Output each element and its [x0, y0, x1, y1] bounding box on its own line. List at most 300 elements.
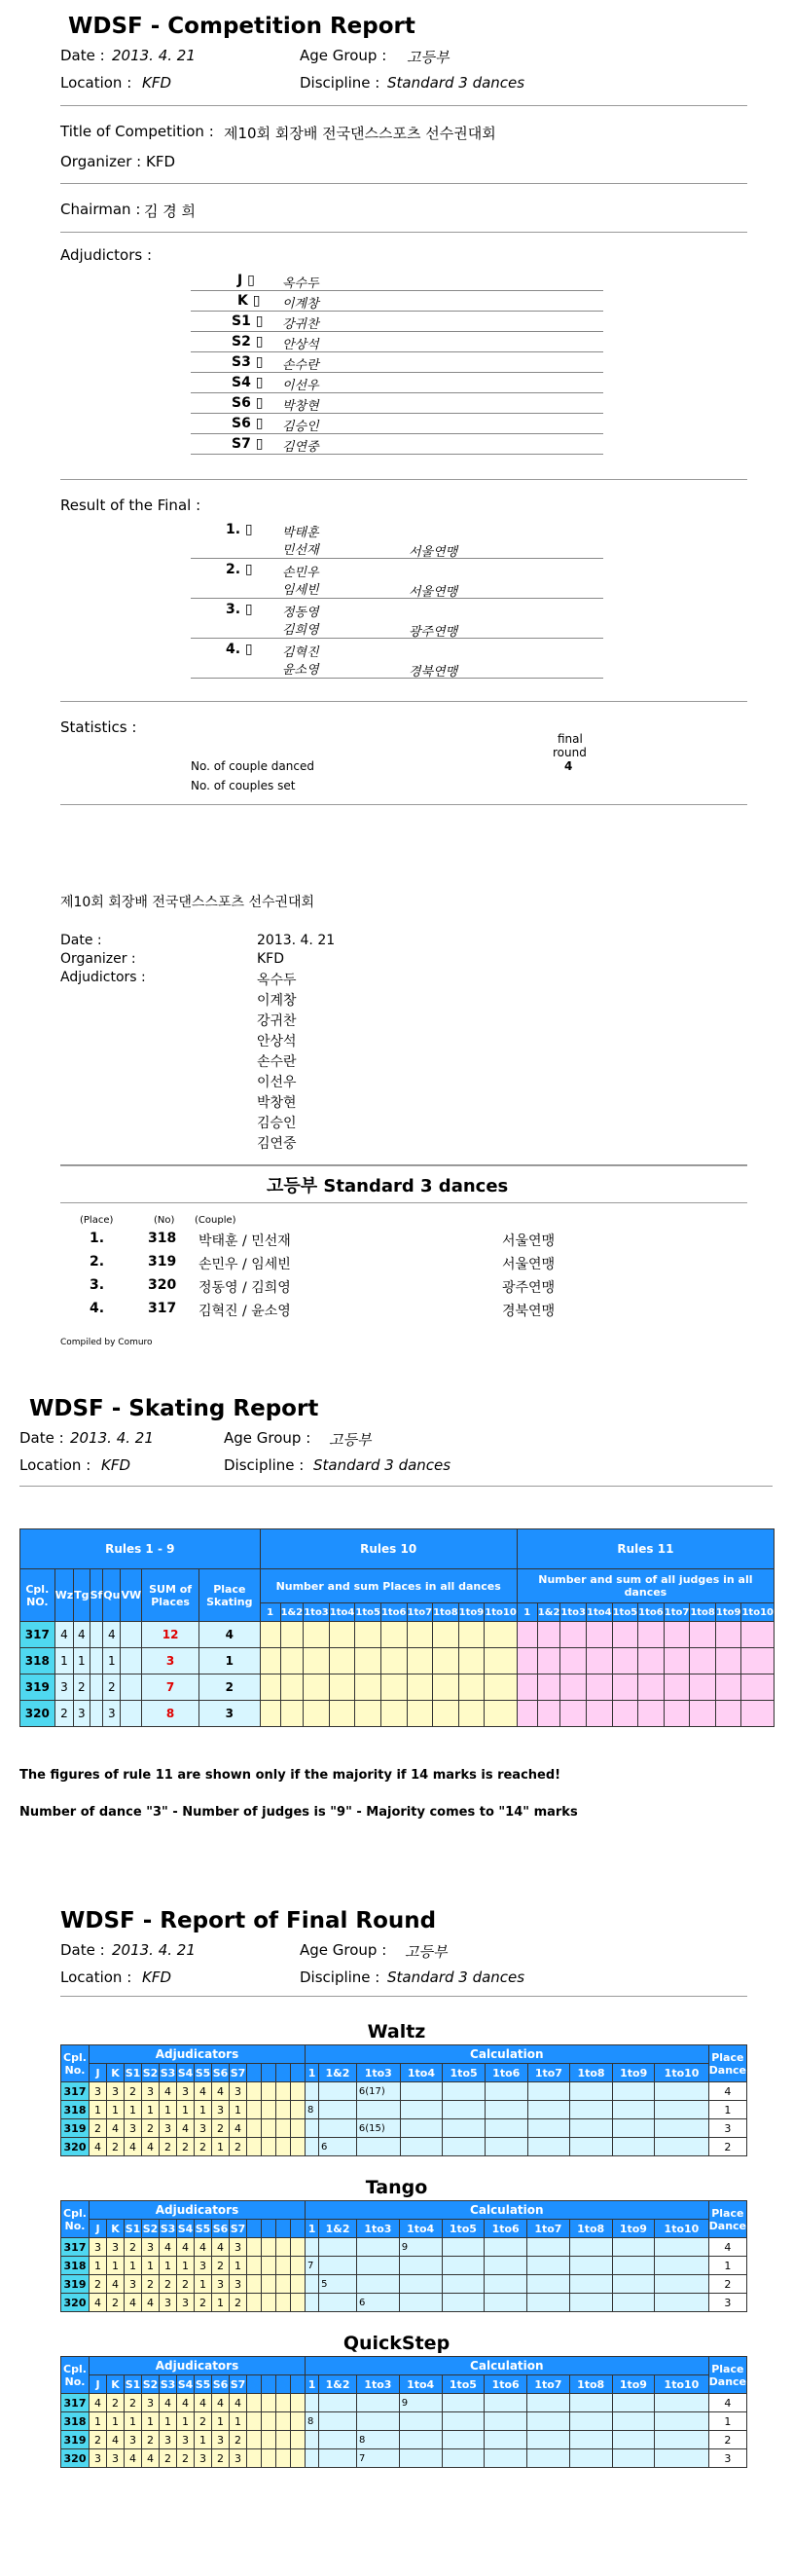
dance-place	[121, 1701, 142, 1727]
skating-header-row	[20, 1529, 775, 1569]
rule10-cell	[280, 1701, 304, 1727]
result-lady: 민선재	[282, 543, 319, 558]
place-col-header: 1to8	[433, 1603, 459, 1622]
divider	[60, 479, 747, 480]
judge-mark: 2	[125, 2394, 142, 2412]
place-dance: 4	[708, 2238, 746, 2257]
final-row	[61, 2412, 747, 2431]
final-header-row	[61, 2045, 747, 2064]
place-dance: 4	[708, 2082, 746, 2101]
summary-no: 317	[148, 1301, 177, 1316]
judge-header	[291, 2064, 306, 2082]
rule10-cell	[304, 1622, 330, 1648]
rule11-cell	[587, 1674, 613, 1701]
place-col-header: 1&2	[537, 1603, 560, 1622]
judge-mark: 1	[90, 2101, 107, 2119]
calc-cell	[655, 2294, 708, 2312]
rule10-cell	[380, 1622, 407, 1648]
rules-11-header: Rules 11	[517, 1529, 774, 1569]
final-header-row	[61, 2201, 747, 2220]
judge-header: S6	[212, 2220, 230, 2238]
judge-mark	[247, 2431, 262, 2449]
summary-adjudicator: 이선우	[257, 1075, 297, 1090]
chairman-value: 김 경 희	[144, 202, 197, 220]
rule11-cell	[638, 1648, 665, 1674]
adjudicator-code: S4 ▯	[232, 375, 264, 390]
calc-cell	[612, 2238, 655, 2257]
adjudicator-name: 강귀찬	[282, 317, 319, 332]
summary-no: 320	[148, 1277, 177, 1293]
calc-cell	[485, 2412, 527, 2431]
judge-header: S2	[142, 2064, 160, 2082]
summary-section	[0, 847, 793, 1392]
adjudicator-name: 박창현	[282, 399, 319, 414]
calc-col-header: 1to5	[443, 2064, 486, 2082]
calc-cell	[399, 2257, 442, 2275]
calc-cell	[443, 2101, 486, 2119]
date-value: 2013. 4. 21	[112, 47, 196, 64]
calc-col-header: 1to6	[485, 2375, 527, 2394]
adjudicator-code: S6 ▯	[232, 416, 264, 431]
calc-cell	[485, 2394, 527, 2412]
location-label: Location :	[19, 1456, 91, 1474]
judge-mark: 1	[160, 2101, 177, 2119]
judge-header: K	[107, 2220, 125, 2238]
calc-cell	[357, 2257, 400, 2275]
judge-mark: 4	[160, 2394, 177, 2412]
adjudicator-code: S7 ▯	[232, 436, 264, 452]
couple-no: 317	[61, 2238, 90, 2257]
rule11-cell	[587, 1701, 613, 1727]
judge-mark: 4	[177, 2394, 195, 2412]
rule11-cell	[517, 1674, 537, 1701]
result-man: 박태훈	[282, 526, 319, 540]
sum-of-places: 8	[142, 1701, 199, 1727]
judge-mark: 1	[195, 2431, 212, 2449]
judge-mark: 4	[212, 2238, 230, 2257]
discipline-value: Standard 3 dances	[387, 1969, 525, 1986]
calc-cell: 7	[357, 2449, 400, 2468]
judge-mark	[291, 2275, 306, 2294]
location-label: Location :	[60, 74, 132, 92]
calc-col-header: 1to9	[612, 2220, 655, 2238]
judge-header: S7	[230, 2064, 247, 2082]
rule11-cell	[690, 1648, 716, 1674]
calc-cell	[527, 2119, 570, 2138]
final-table	[60, 2044, 747, 2156]
summary-adjudicator: 이계창	[257, 993, 297, 1009]
rule11-cell	[638, 1701, 665, 1727]
judge-mark: 4	[195, 2394, 212, 2412]
stat-row-label: No. of couples set	[191, 779, 296, 792]
calc-col-header: 1&2	[319, 2375, 357, 2394]
judge-mark: 4	[90, 2294, 107, 2312]
rule10-cell	[355, 1674, 381, 1701]
skating-col-header: Sf	[90, 1569, 103, 1622]
calc-cell	[443, 2119, 486, 2138]
calc-cell	[527, 2412, 570, 2431]
rule10-cell	[280, 1674, 304, 1701]
judge-mark: 3	[107, 2449, 125, 2468]
divider	[60, 183, 747, 184]
rule11-cell	[664, 1701, 690, 1727]
calc-cell	[612, 2394, 655, 2412]
rules-1-9-header: Rules 1 - 9	[20, 1529, 261, 1569]
date-value: 2013. 4. 21	[70, 1429, 154, 1447]
calc-cell	[527, 2257, 570, 2275]
age-label: Age Group :	[300, 1941, 387, 1959]
judge-mark: 2	[230, 2431, 247, 2449]
judge-header: S7	[230, 2220, 247, 2238]
judge-mark	[291, 2101, 306, 2119]
rule10-cell	[458, 1622, 485, 1648]
calc-cell	[655, 2412, 708, 2431]
judge-mark: 3	[177, 2082, 195, 2101]
age-label: Age Group :	[224, 1429, 311, 1447]
skating-col-header: VW	[121, 1569, 142, 1622]
judge-mark: 4	[125, 2449, 142, 2468]
judge-mark: 3	[142, 2082, 160, 2101]
judge-mark: 2	[160, 2275, 177, 2294]
calc-cell	[655, 2394, 708, 2412]
judge-mark: 3	[212, 2275, 230, 2294]
judge-mark: 2	[125, 2238, 142, 2257]
final-row	[61, 2082, 747, 2101]
dance-place	[90, 1648, 103, 1674]
couple-no: 317	[61, 2394, 90, 2412]
place-col-header: 1to5	[612, 1603, 638, 1622]
divider	[60, 1202, 747, 1203]
place-dance: 4	[708, 2394, 746, 2412]
place-col-header: 1	[260, 1603, 280, 1622]
dance-place: 3	[103, 1701, 121, 1727]
place-dance: 2	[708, 2431, 746, 2449]
rule10-cell	[407, 1701, 433, 1727]
judge-mark	[276, 2257, 291, 2275]
couple-no: 319	[61, 2275, 90, 2294]
judge-mark: 1	[212, 2138, 230, 2156]
adjudicator-code: S2 ▯	[232, 334, 264, 350]
judge-mark	[247, 2119, 262, 2138]
col-place-header: (Place)	[80, 1215, 114, 1226]
calc-cell	[569, 2238, 612, 2257]
summary-adjudicator: 손수란	[257, 1054, 297, 1070]
judge-mark: 3	[195, 2119, 212, 2138]
location-value: KFD	[142, 74, 172, 92]
calc-cell	[569, 2431, 612, 2449]
judge-mark: 3	[160, 2431, 177, 2449]
judge-mark: 3	[90, 2449, 107, 2468]
calc-col-header: 1to6	[485, 2220, 527, 2238]
final-header-row	[61, 2375, 747, 2394]
calc-cell	[612, 2257, 655, 2275]
calc-cell: 5	[319, 2275, 357, 2294]
rule10-cell	[355, 1701, 381, 1727]
judge-header: S4	[177, 2375, 195, 2394]
place-col-header: 1to6	[638, 1603, 665, 1622]
judge-mark: 2	[90, 2275, 107, 2294]
judge-mark	[247, 2238, 262, 2257]
sum-of-places: 12	[142, 1622, 199, 1648]
rule11-cell	[612, 1674, 638, 1701]
rule11-note: The figures of rule 11 are shown only if the majority if 14 marks is reached!	[19, 1768, 561, 1783]
calc-cell	[442, 2238, 485, 2257]
result-place: 4. ▯	[226, 642, 253, 657]
calc-cell	[485, 2294, 527, 2312]
calc-col-header: 1to7	[527, 2220, 570, 2238]
stat-row-label: No. of couple danced	[191, 759, 314, 773]
judge-mark: 1	[230, 2412, 247, 2431]
judge-mark: 2	[212, 2119, 230, 2138]
judge-header	[262, 2375, 276, 2394]
sum-of-places: 3	[142, 1648, 199, 1674]
adjudicators-label: Adjudictors :	[60, 246, 152, 264]
rule11-cell	[517, 1701, 537, 1727]
judge-mark: 4	[107, 2275, 125, 2294]
judge-header	[276, 2220, 291, 2238]
calc-cell: 8	[306, 2101, 319, 2119]
couple-no: 319	[61, 2119, 90, 2138]
calc-cell	[570, 2082, 613, 2101]
result-man: 손민우	[282, 566, 319, 580]
divider	[60, 1996, 747, 1997]
summary-adjudicator: 안상석	[257, 1034, 297, 1049]
calc-cell	[357, 2238, 400, 2257]
calc-cell	[399, 2412, 442, 2431]
summary-organizer-label: Organizer :	[60, 951, 136, 967]
underline	[191, 311, 603, 312]
calc-cell	[485, 2431, 527, 2449]
majority-note: Number of dance "3" - Number of judges is "9" - Majority comes to "14" marks	[19, 1805, 578, 1820]
underline	[191, 351, 603, 352]
summary-couple: 손민우 / 임세빈	[198, 1257, 291, 1272]
calc-cell	[306, 2238, 319, 2257]
cpl-header: Cpl. No.	[61, 2201, 90, 2238]
adjudicator-code: K ▯	[237, 293, 261, 309]
adjudicator-name: 김연중	[282, 440, 319, 455]
skating-report	[0, 1392, 793, 1869]
rule10-cell	[458, 1648, 485, 1674]
calc-col-header: 1	[306, 2220, 319, 2238]
calc-cell	[655, 2431, 708, 2449]
place-dance-header: Place Dance	[708, 2201, 746, 2238]
age-value: 고등부	[329, 1431, 372, 1449]
calc-cell	[306, 2275, 319, 2294]
calc-cell	[612, 2431, 655, 2449]
divider	[19, 1486, 773, 1487]
judge-mark: 3	[212, 2431, 230, 2449]
couple-no: 320	[61, 2449, 90, 2468]
judge-mark: 4	[212, 2082, 230, 2101]
skating-header-row	[20, 1569, 775, 1603]
adjudicators-header: Adjudicators	[90, 2045, 306, 2064]
judge-header	[291, 2375, 306, 2394]
place-skating: 1	[199, 1648, 261, 1674]
judge-mark: 2	[142, 2275, 160, 2294]
dance-place	[90, 1701, 103, 1727]
final-header-row	[61, 2064, 747, 2082]
rule11-cell	[690, 1701, 716, 1727]
calc-col-header: 1to9	[612, 2064, 655, 2082]
dance-title: Waltz	[367, 2021, 426, 2042]
calc-cell	[527, 2138, 570, 2156]
calc-cell	[527, 2449, 570, 2468]
calc-cell	[485, 2257, 527, 2275]
calc-cell	[569, 2449, 612, 2468]
judge-header: K	[107, 2064, 125, 2082]
place-col-header: 1to9	[458, 1603, 485, 1622]
discipline-label: Discipline :	[224, 1456, 305, 1474]
calc-cell	[306, 2449, 319, 2468]
judge-mark: 3	[142, 2394, 160, 2412]
judge-mark	[262, 2431, 276, 2449]
skating-col-header: SUM of Places	[142, 1569, 199, 1622]
skating-col-header: Place Skating	[199, 1569, 261, 1622]
judge-mark: 4	[107, 2119, 125, 2138]
calc-col-header: 1to10	[655, 2375, 708, 2394]
dance-place: 1	[54, 1648, 74, 1674]
judge-mark: 1	[90, 2412, 107, 2431]
judge-header: J	[90, 2064, 107, 2082]
place-col-header: 1to4	[587, 1603, 613, 1622]
judge-mark: 4	[160, 2082, 177, 2101]
judge-mark	[291, 2294, 306, 2312]
skating-title: WDSF - Skating Report	[29, 1396, 319, 1421]
statistics-label: Statistics :	[60, 718, 137, 736]
judge-mark: 1	[177, 2257, 195, 2275]
place-col-header: 1to10	[741, 1603, 775, 1622]
judge-mark	[247, 2394, 262, 2412]
rule10-cell	[380, 1648, 407, 1674]
competition-report	[0, 0, 793, 847]
judge-mark	[276, 2082, 291, 2101]
rule10-cell	[260, 1648, 280, 1674]
rule10-cell	[433, 1648, 459, 1674]
judge-mark: 2	[177, 2138, 195, 2156]
adjudicators-header: Adjudicators	[90, 2357, 306, 2375]
rule11-cell	[560, 1648, 587, 1674]
judge-mark	[262, 2412, 276, 2431]
judge-mark: 1	[160, 2412, 177, 2431]
result-club: 서울연맹	[409, 545, 458, 560]
calc-cell	[319, 2101, 357, 2119]
judge-mark	[262, 2294, 276, 2312]
judge-mark: 3	[107, 2238, 125, 2257]
divider	[60, 701, 747, 702]
skating-row	[20, 1648, 775, 1674]
calc-cell	[527, 2101, 570, 2119]
judge-mark: 1	[142, 2257, 160, 2275]
calc-cell: 6	[319, 2138, 357, 2156]
judge-header	[247, 2220, 262, 2238]
couple-no: 317	[20, 1622, 55, 1648]
adjudicator-name: 옥수두	[282, 276, 319, 291]
calc-cell	[306, 2119, 319, 2138]
place-dance: 2	[708, 2275, 746, 2294]
judge-header	[276, 2064, 291, 2082]
judge-mark	[276, 2101, 291, 2119]
rule10-cell	[304, 1674, 330, 1701]
rule10-cell	[260, 1674, 280, 1701]
place-col-header: 1&2	[280, 1603, 304, 1622]
adjudicator-name: 김승인	[282, 420, 319, 434]
rule11-cell	[715, 1701, 741, 1727]
rule11-cell	[560, 1701, 587, 1727]
final-row	[61, 2449, 747, 2468]
final-table	[60, 2200, 747, 2312]
dance-title: Tango	[365, 2177, 428, 2198]
calc-cell	[485, 2082, 527, 2101]
rule11-cell	[612, 1648, 638, 1674]
place-col-header: 1to6	[380, 1603, 407, 1622]
calc-col-header: 1&2	[319, 2064, 357, 2082]
judge-mark: 2	[125, 2082, 142, 2101]
summary-club: 서울연맹	[502, 1233, 556, 1249]
stat-col-header: final	[558, 732, 583, 746]
judge-mark	[247, 2082, 262, 2101]
competition-label: Title of Competition :	[60, 123, 214, 140]
couple-no: 317	[61, 2082, 90, 2101]
calc-cell	[485, 2275, 527, 2294]
judge-mark: 3	[125, 2119, 142, 2138]
sum-of-places: 7	[142, 1674, 199, 1701]
calc-cell	[319, 2449, 357, 2468]
result-place: 2. ▯	[226, 562, 253, 577]
final-header-row	[61, 2357, 747, 2375]
judge-mark: 4	[177, 2119, 195, 2138]
rule11-cell	[690, 1674, 716, 1701]
calc-col-header: 1to4	[399, 2375, 442, 2394]
judge-mark: 4	[195, 2082, 212, 2101]
adjudicator-code: S3 ▯	[232, 354, 264, 370]
judge-mark	[291, 2431, 306, 2449]
calc-cell	[443, 2138, 486, 2156]
final-row	[61, 2101, 747, 2119]
calc-cell	[357, 2394, 400, 2412]
judge-mark: 1	[195, 2101, 212, 2119]
calc-col-header: 1to10	[655, 2220, 708, 2238]
result-man: 김혁진	[282, 645, 319, 660]
rule11-cell	[517, 1622, 537, 1648]
calc-cell	[306, 2138, 319, 2156]
skating-col-header: Wz	[54, 1569, 74, 1622]
final-title: WDSF - Report of Final Round	[60, 1908, 437, 1933]
judge-header	[247, 2375, 262, 2394]
competition-value: 제10회 회장배 전국댄스스포츠 선수권대회	[224, 125, 496, 142]
rule11-cell	[664, 1674, 690, 1701]
calc-cell	[319, 2431, 357, 2449]
calc-cell	[485, 2138, 527, 2156]
age-value: 고등부	[407, 49, 450, 66]
rule10-cell	[485, 1648, 518, 1674]
judge-header	[276, 2375, 291, 2394]
organizer-label: Organizer :	[60, 153, 142, 170]
result-lady: 김희영	[282, 623, 319, 638]
calc-cell	[399, 2294, 442, 2312]
dance-place: 4	[54, 1622, 74, 1648]
rule10-cell	[433, 1674, 459, 1701]
summary-date-label: Date :	[60, 933, 102, 948]
date-label: Date :	[60, 1941, 105, 1959]
calc-col-header: 1to3	[357, 2375, 400, 2394]
calc-cell	[527, 2082, 570, 2101]
calc-cell	[319, 2257, 357, 2275]
underline	[191, 372, 603, 373]
rule10-cell	[433, 1701, 459, 1727]
judge-mark: 4	[142, 2449, 160, 2468]
rule11-cell	[638, 1622, 665, 1648]
judge-header: S6	[212, 2064, 230, 2082]
